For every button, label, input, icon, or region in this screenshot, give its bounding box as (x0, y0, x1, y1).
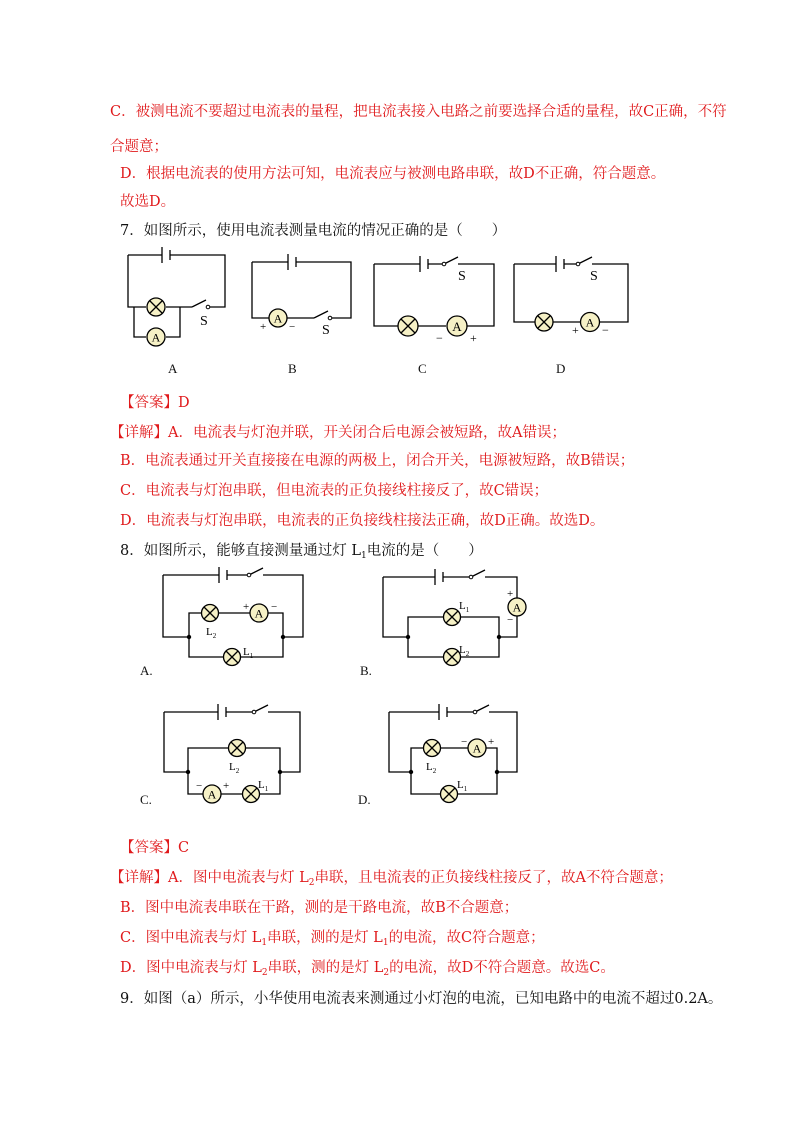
q8-label-d: D. (358, 792, 371, 807)
q7-detail-b: B．电流表通过开关直接接在电源的两极上，闭合开关，电源被短路，故B错误； (120, 453, 635, 469)
q7-circuit-b (250, 250, 360, 340)
q8b-plus: + (507, 588, 514, 600)
q8b-ammeter-label: A (512, 600, 522, 615)
q7-detail-c: C．电流表与灯泡串联，但电流表的正负接线柱接反了，故C错误； (120, 483, 549, 499)
q8d-plus: + (488, 736, 495, 748)
q8-circuit-c (160, 700, 310, 805)
prev-option-c-line2: 合题意； (110, 139, 168, 155)
q8d-ammeter-label: A (472, 741, 482, 756)
q8-detail-d: D．图中电流表与灯 $L_2$串联，测的是灯 $L_2$的电流，故D不符合题意。故选C。 (120, 960, 615, 978)
q8-stem: 8．如图所示，能够直接测量通过灯 $L_1$电流的是（ ） (120, 543, 483, 561)
q7c-ammeter-label: A (452, 319, 462, 334)
q8b-l1-label: $L_1$ (459, 600, 470, 614)
q8c-minus: − (196, 780, 203, 792)
q8a-minus: − (271, 601, 278, 613)
q7-answer: 【答案】D (120, 395, 190, 411)
q8d-l1-label: $L_1$ (457, 779, 468, 793)
q8-circuit-d (385, 700, 530, 805)
q7-label-d: D (556, 361, 566, 376)
q8c-plus: + (223, 780, 230, 792)
q8-label-c: C. (140, 792, 152, 807)
q7b-ammeter-label: A (273, 311, 283, 326)
q7a-ammeter-label: A (151, 330, 161, 345)
q7-label-c: C (418, 361, 427, 376)
q8-detail-b: B．图中电流表串联在干路，测的是干路电流，故B不合题意； (120, 900, 519, 916)
prev-option-c-line1: C．被测电流不要超过电流表的量程，把电流表接入电路之前要选择合适的量程，故C正确，不符 (110, 104, 727, 120)
q8-circuit-b (375, 565, 535, 670)
q7-circuit-d (510, 250, 635, 345)
q7-circuit-a (120, 245, 230, 355)
q8b-minus: − (507, 614, 514, 626)
q8b-l2-label: $L_2$ (459, 644, 470, 658)
q7c-switch-label: S (458, 269, 466, 284)
q7-circuit-c (370, 250, 500, 345)
q8-circuit-a (155, 565, 310, 670)
q8c-l1-label: $L_1$ (258, 779, 269, 793)
q7d-plus: + (572, 323, 579, 337)
q8d-minus: − (461, 736, 468, 748)
q8d-l2-label: $L_2$ (426, 761, 437, 775)
q8a-l2-label: $L_2$ (206, 626, 217, 640)
q8c-ammeter-label: A (207, 787, 217, 802)
q8a-l1-label: $L_1$ (243, 646, 254, 660)
q7d-minus: − (602, 323, 609, 337)
q8-answer: 【答案】C (120, 840, 190, 856)
q8c-l2-label: $L_2$ (229, 761, 240, 775)
q7d-ammeter-label: A (585, 315, 595, 330)
q7c-plus: + (470, 331, 477, 345)
q7b-switch-label: S (322, 323, 330, 338)
prev-option-d: D．根据电流表的使用方法可知，电流表应与被测电路串联，故D不正确，符合题意。 (120, 166, 666, 182)
q9-stem: 9．如图（a）所示，小华使用电流表来测通过小灯泡的电流，已知电路中的电流不超过0.2A。 (120, 991, 723, 1007)
q7c-minus: − (436, 331, 443, 345)
q7-stem: 7．如图所示，使用电流表测量电流的情况正确的是（ ） (120, 223, 507, 239)
q7-label-a: A (168, 361, 178, 376)
q7d-switch-label: S (590, 269, 598, 284)
q8-label-a: A. (140, 663, 153, 678)
q8-detail-c: C．图中电流表与灯 $L_1$串联，测的是灯 $L_1$的电流，故C符合题意； (120, 930, 545, 948)
q7b-minus: − (289, 321, 296, 333)
q8-label-b: B. (360, 663, 372, 678)
q8a-plus: + (243, 601, 250, 613)
q7-detail-a: 【详解】A．电流表与灯泡并联，开关闭合后电源会被短路，故A错误； (110, 425, 566, 441)
q7a-switch-label: S (200, 314, 208, 329)
q7b-plus: + (260, 321, 267, 333)
prev-choice: 故选D。 (120, 194, 176, 210)
q7-detail-d: D．电流表与灯泡串联，电流表的正负接线柱接法正确，故D正确。故选D。 (120, 513, 605, 529)
q7-label-b: B (288, 361, 297, 376)
q8a-ammeter-label: A (254, 606, 264, 621)
q8-detail-a: 【详解】A．图中电流表与灯 $L_2$串联，且电流表的正负接线柱接反了，故A不符合题意； (110, 870, 673, 888)
